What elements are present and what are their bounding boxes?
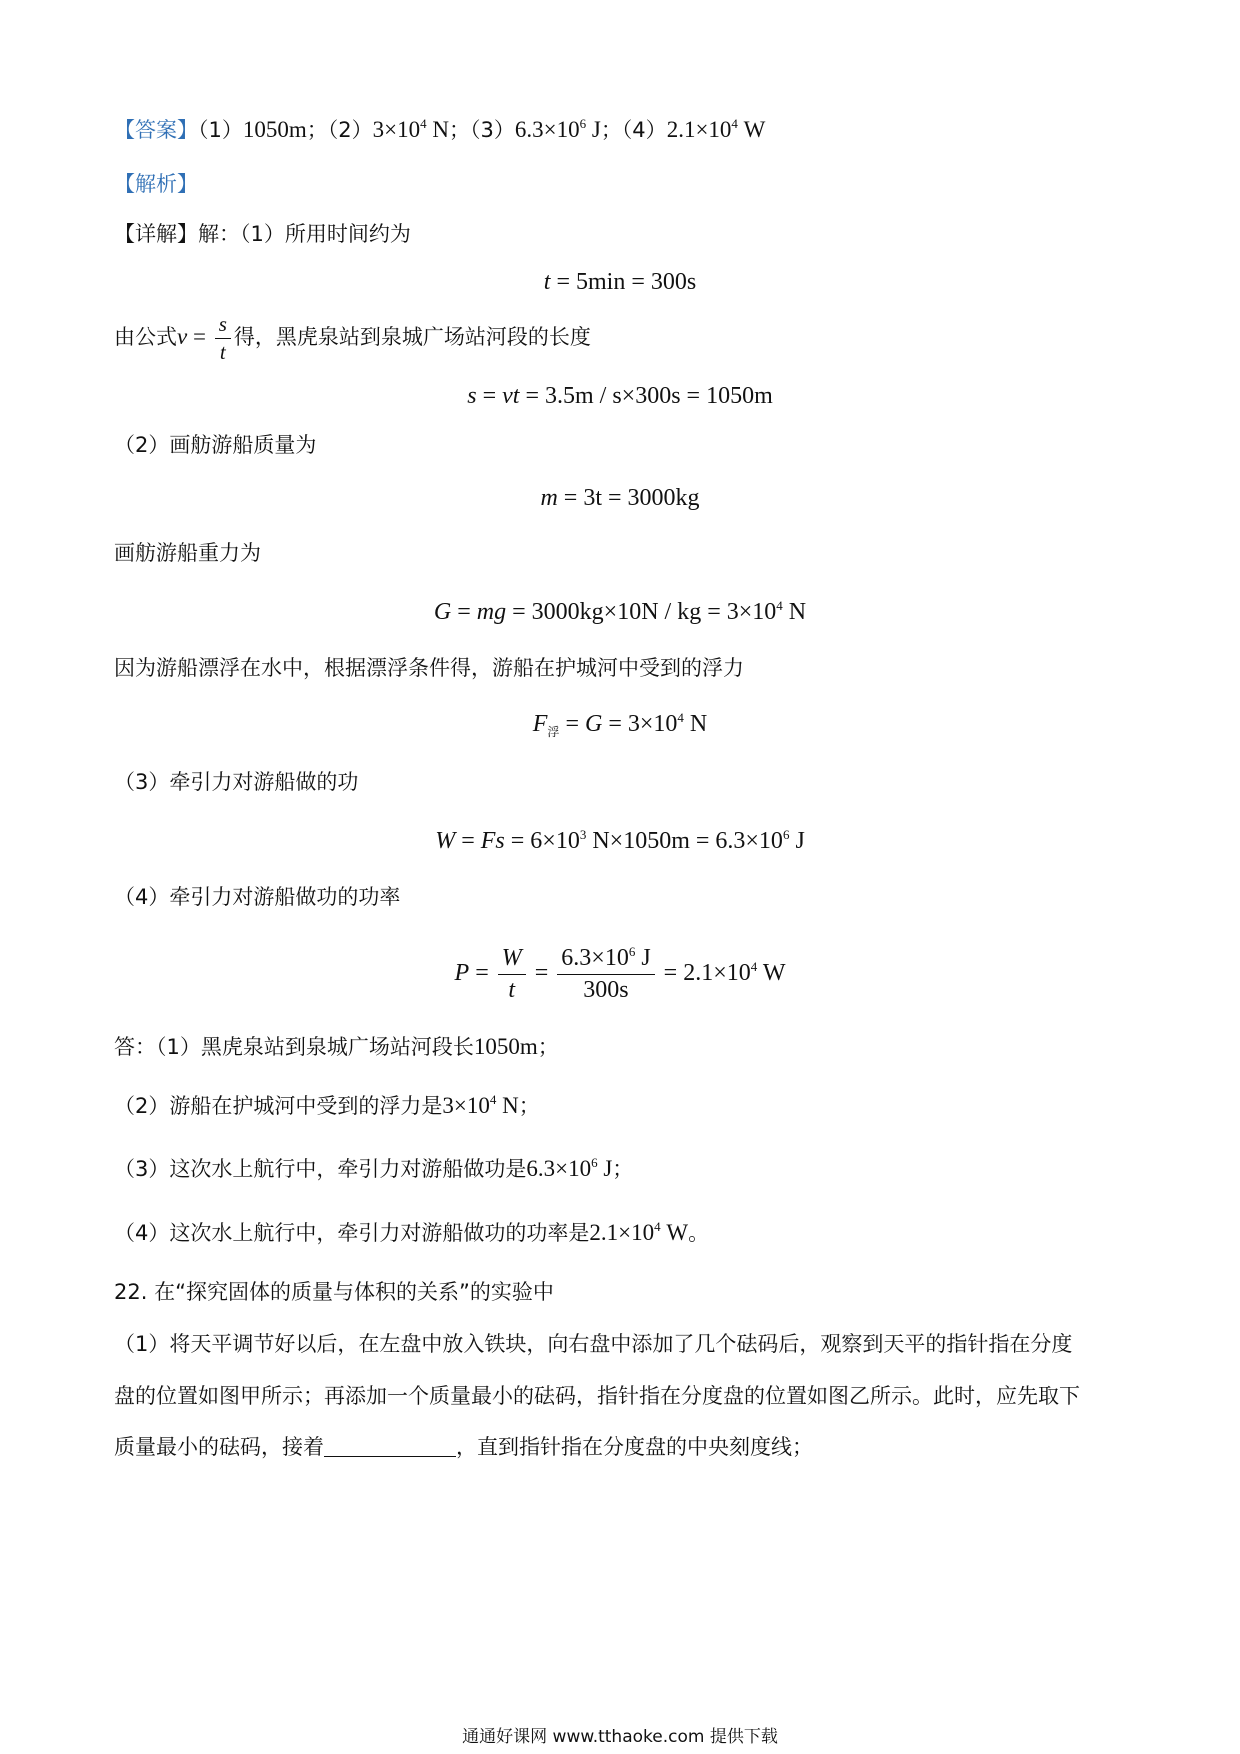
detail-text: 解：（1）所用时间约为 xyxy=(198,222,411,246)
eq4-exponent: 4 xyxy=(776,598,783,613)
answer-p4-value xyxy=(667,117,766,142)
answer-blank[interactable] xyxy=(324,1436,456,1457)
conclusion-3-text: （3）这次水上航行中，牵引力对游船做功是 xyxy=(114,1157,527,1181)
eq1-var: t xyxy=(543,269,551,295)
conclusion-3-unit: J xyxy=(597,1156,613,1181)
conclusion-4-unit: W xyxy=(660,1220,689,1245)
footer-watermark: 通通好课网 www.tthaoke.com 提供下载 xyxy=(462,1727,778,1747)
conclusion-1 xyxy=(114,1033,559,1061)
eq4-unit: N xyxy=(782,599,807,625)
formula-post: 得，黑虎泉站到泉城广场站河段的长度 xyxy=(233,324,591,349)
part2-line: （2）画舫游船质量为 xyxy=(114,433,317,457)
eq6-exponent1: 3 xyxy=(579,827,587,842)
equation-buoyancy xyxy=(0,710,1240,739)
conclusion-2 xyxy=(114,1092,540,1120)
eq7-denominator2: 300s xyxy=(583,976,629,1003)
answer-p3-value xyxy=(515,117,601,142)
eq7-num2-mantissa: 6.3×10 xyxy=(561,945,629,971)
analysis-tag: 【解析】 xyxy=(114,172,198,196)
part3-line: （3）牵引力对游船做的功 xyxy=(114,770,359,794)
eq7-eq2: = xyxy=(528,959,555,986)
formula-fraction xyxy=(215,312,231,365)
eq7-fraction1 xyxy=(498,944,526,1005)
question-22-line3 xyxy=(114,1435,813,1460)
equation-mass xyxy=(0,484,1240,513)
equation-distance xyxy=(0,382,1240,411)
eq7-unit: W xyxy=(757,959,786,986)
conclusion-4-end: 。 xyxy=(688,1221,710,1245)
eq6-var2: Fs xyxy=(480,828,505,854)
formula-pre: 由公式 xyxy=(114,324,177,349)
equation-time xyxy=(0,268,1240,297)
question-22-line2: 盘的位置如图甲所示；再添加一个质量最小的砝码，指针指在分度盘的位置如图乙所示。此时，应先取下 xyxy=(114,1384,1080,1408)
question-22-line3-post: ，直到指针指在分度盘的中央刻度线； xyxy=(456,1435,813,1459)
eq6-var: W xyxy=(435,828,456,854)
answer-p2-mantissa: 3×10 xyxy=(372,117,421,142)
conclusion-2-unit: N xyxy=(496,1093,519,1118)
answer-tag: 【答案】 xyxy=(114,118,198,142)
conclusion-4-mantissa: 2.1×10 xyxy=(589,1220,655,1245)
answer-p3-unit: J xyxy=(586,117,601,142)
conclusion-4 xyxy=(114,1219,709,1247)
conclusion-3-exponent: 6 xyxy=(591,1155,598,1170)
conclusion-2-exponent: 4 xyxy=(489,1092,497,1107)
conclusion-3-mantissa: 6.3×10 xyxy=(526,1156,592,1181)
answer-p3-exponent: 6 xyxy=(579,116,587,131)
eq2-var: s xyxy=(467,383,477,409)
eq7-fraction2 xyxy=(557,944,654,1005)
eq7-var: P xyxy=(454,959,470,986)
eq7-num2-unit: J xyxy=(635,945,651,971)
answer-p2-value xyxy=(373,117,449,142)
eq6-rest2: N×1050m = 6.3×10 xyxy=(586,828,783,854)
equation-gravity xyxy=(0,598,1240,627)
eq2-rest: = 3.5m / s×300s = 1050m xyxy=(519,383,773,409)
conclusion-3 xyxy=(114,1155,633,1183)
formula-lhs: v xyxy=(177,323,188,349)
conclusion-1-value: 1050m xyxy=(473,1034,538,1059)
answer-p1-value: 1050m xyxy=(242,117,307,142)
question-22-title: 22. 在“探究固体的质量与体积的关系”的实验中 xyxy=(114,1280,554,1304)
conclusion-1-end: ； xyxy=(537,1035,559,1059)
answer-p4-label: ；（4） xyxy=(600,118,667,142)
eq6-eq: = xyxy=(455,828,481,854)
equation-work xyxy=(0,827,1240,856)
conclusion-4-value xyxy=(589,1220,688,1245)
eq6-exponent2: 6 xyxy=(782,827,790,842)
eq7-num2-exponent: 6 xyxy=(628,944,636,959)
eq1-rest: = 5min = 300s xyxy=(550,269,697,295)
eq5-unit: N xyxy=(683,711,708,737)
equation-power xyxy=(0,944,1240,1005)
eq7-numerator2 xyxy=(557,944,654,975)
question-22-line1: （1）将天平调节好以后，在左盘中放入铁块，向右盘中添加了几个砝码后，观察到天平的指针指在分度 xyxy=(114,1332,1073,1356)
detail-tag: 【详解】 xyxy=(114,222,198,246)
answer-line xyxy=(114,116,765,144)
eq2-eq: = xyxy=(476,383,503,409)
eq7-denominator1: t xyxy=(508,976,516,1003)
eq4-var2: mg xyxy=(476,599,507,625)
formula-denominator: t xyxy=(219,340,226,365)
eq7-exponent: 4 xyxy=(750,958,758,974)
conclusion-4-text: （4）这次水上航行中，牵引力对游船做功的功率是 xyxy=(114,1221,590,1245)
eq6-unit: J xyxy=(789,828,805,854)
eq3-var: m xyxy=(540,485,558,511)
conclusion-2-value xyxy=(442,1093,518,1118)
eq3-rest: = 3t = 3000kg xyxy=(557,485,700,511)
eq4-eq: = xyxy=(451,599,477,625)
answer-p4-unit: W xyxy=(737,117,766,142)
question-22-line3-pre: 质量最小的砝码，接着 xyxy=(114,1435,324,1459)
answer-p3-label: ；（3） xyxy=(449,118,515,142)
conclusion-2-mantissa: 3×10 xyxy=(442,1093,490,1118)
eq6-rest1: = 6×10 xyxy=(504,828,580,854)
detail-line xyxy=(114,222,411,247)
part4-line: （4）牵引力对游船做功的功率 xyxy=(114,885,401,909)
gravity-line: 画舫游船重力为 xyxy=(114,541,261,565)
answer-p3-mantissa: 6.3×10 xyxy=(514,117,580,142)
answer-p2-exponent: 4 xyxy=(420,116,427,131)
buoyancy-line: 因为游船漂浮在水中，根据漂浮条件得，游船在护城河中受到的浮力 xyxy=(114,656,744,680)
answer-p2-unit: N xyxy=(426,117,449,142)
formula-line xyxy=(114,312,591,365)
answer-p1-label: （1） xyxy=(198,118,243,142)
eq7-rest: = 2.1×10 xyxy=(657,959,751,986)
eq2-var2: vt xyxy=(502,383,520,409)
eq5-subscript: 浮 xyxy=(547,725,560,739)
conclusion-4-exponent: 4 xyxy=(654,1219,661,1234)
conclusion-3-value xyxy=(526,1156,612,1181)
eq5-exponent: 4 xyxy=(677,710,684,725)
eq4-rest: = 3000kg×10N / kg = 3×10 xyxy=(506,599,777,625)
formula-numerator: s xyxy=(215,312,231,339)
answer-p4-exponent: 4 xyxy=(731,116,738,131)
formula-eq: = xyxy=(187,323,212,349)
answer-p2-label: ；（2） xyxy=(306,118,373,142)
eq5-var: F xyxy=(532,711,548,737)
eq4-var: G xyxy=(433,599,452,625)
eq5-var2: G xyxy=(584,711,603,737)
eq7-eq1: = xyxy=(469,959,495,986)
formula-inline xyxy=(177,312,234,365)
conclusion-2-end: ； xyxy=(518,1094,540,1118)
eq5-rest: = 3×10 xyxy=(602,711,678,737)
eq5-eq: = xyxy=(559,711,585,737)
conclusion-3-end: ； xyxy=(612,1157,634,1181)
eq7-numerator1: W xyxy=(498,944,526,975)
answer-p4-mantissa: 2.1×10 xyxy=(666,117,732,142)
conclusion-2-text: （2）游船在护城河中受到的浮力是 xyxy=(114,1094,443,1118)
conclusion-1-text: 答：（1）黑虎泉站到泉城广场站河段长 xyxy=(114,1035,474,1059)
